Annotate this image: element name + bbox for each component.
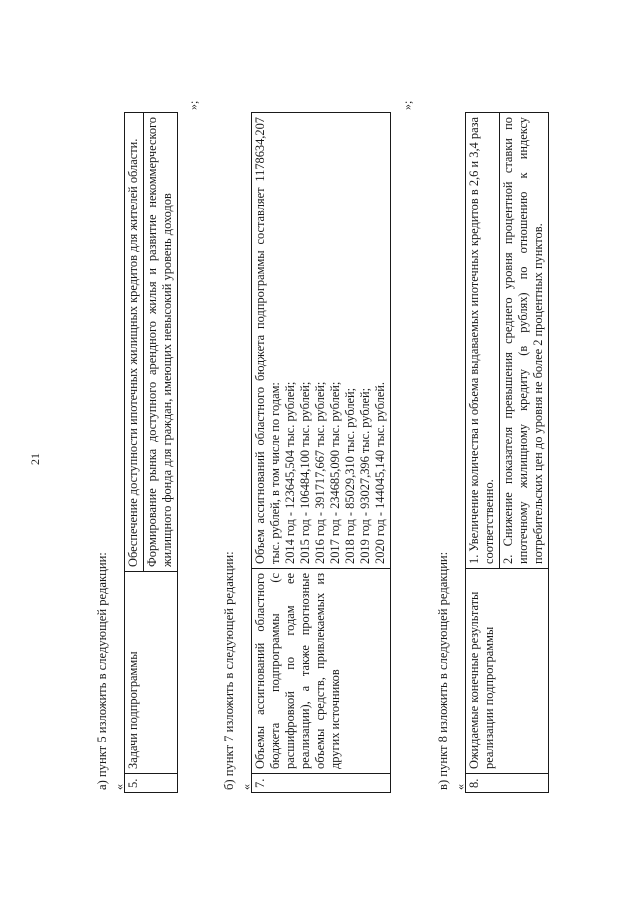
- page-number: 21: [28, 453, 42, 465]
- list-item: 2015 год - 106484,100 тыс. рублей;: [298, 381, 312, 564]
- section-b-table: [251, 112, 391, 793]
- row-number: 7.: [252, 774, 391, 793]
- list-item: 2019 год - 93027,396 тыс. рублей;: [358, 387, 372, 564]
- row-cell: Формирование рынка доступного арендного жилья и развитие некоммерческого жилищного фонда для граждан, имеющих невысокий уровень доходов: [144, 113, 178, 572]
- table-row: [125, 113, 144, 793]
- funding-lead: Объем ассигнований областного бюджета подпрограммы составляет 1178634,207 тыс. рублей, в том числе по годам:: [253, 117, 282, 564]
- row-number: 5.: [125, 774, 178, 793]
- table-row: [252, 113, 391, 793]
- section-b-quote-close: »;: [400, 100, 414, 110]
- row-number: 8.: [466, 774, 549, 793]
- row-label: Ожидаемые конечные результаты реализации подпрограммы: [466, 569, 549, 774]
- list-item: 2020 год - 144045,140 тыс. рублей.: [373, 382, 387, 564]
- row-label: Задачи подпрограммы: [125, 572, 178, 774]
- section-a-intro: а) пункт 5 изложить в следующей редакции:: [95, 552, 109, 790]
- table-row: [466, 113, 500, 793]
- row-cell: 1. Увеличение количества и объема выдаваемых ипотечных кредитов в 2,6 и 3,4 раза соответственно.: [466, 113, 500, 569]
- list-item: 2016 год - 391717,667 тыс. рублей;: [313, 381, 327, 564]
- section-b-quote-open: «: [239, 784, 253, 790]
- list-item: 2017 год - 234685,090 тыс. рублей;: [328, 381, 342, 564]
- row-cell: Обеспечение доступности ипотечных жилищных кредитов для жителей области.: [125, 113, 144, 572]
- section-a-table: [124, 112, 178, 793]
- section-c-intro: в) пункт 8 изложить в следующей редакции:: [436, 551, 450, 790]
- funding-years: [283, 117, 388, 564]
- section-c-table: [465, 112, 549, 793]
- section-b-intro: б) пункт 7 изложить в следующей редакции:: [222, 551, 236, 790]
- list-item: 2018 год - 85029,310 тыс. рублей;: [343, 387, 357, 564]
- row-cell: 2. Снижение показателя превышения среднего уровня процентной ставки по ипотечному жилищному кредиту (в рублях) по отношению к индексу потребительских цен до уровня не более 2 процентных пунктов.: [500, 113, 549, 569]
- list-item: 2014 год - 123645,504 тыс. рублей;: [283, 381, 297, 564]
- section-c-quote-open: «: [453, 784, 467, 790]
- section-a-quote-open: «: [112, 784, 126, 790]
- funding-cell: [252, 113, 391, 569]
- row-label: Объемы ассигнований областного бюджета подпрограммы (с расшифровкой по годам ее реализации), а также прогнозные объемы средств, привлекаемых из других источников: [252, 569, 391, 774]
- section-a-quote-close: »;: [186, 100, 200, 110]
